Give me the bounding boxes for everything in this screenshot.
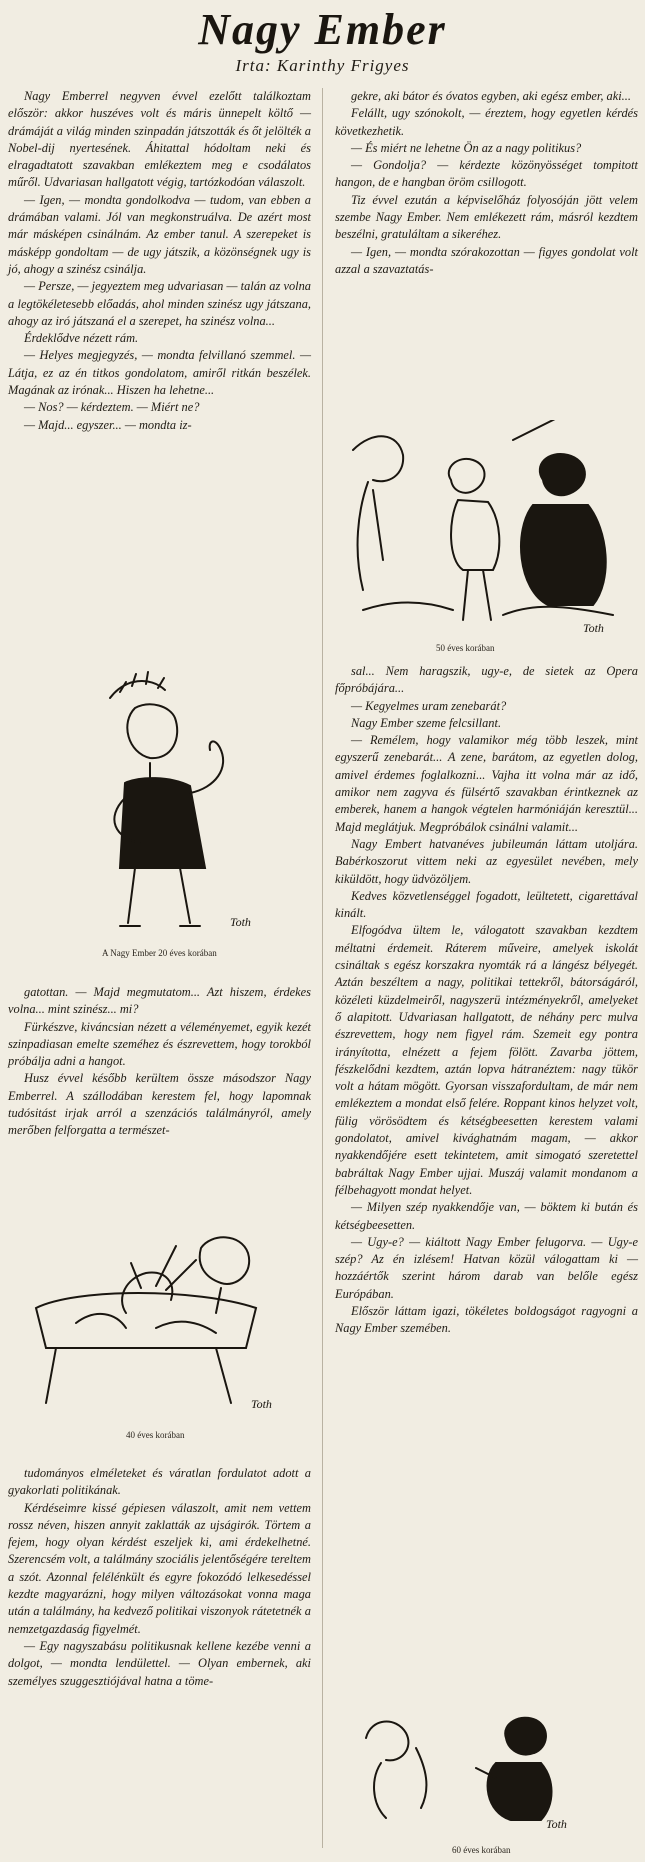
paragraph: tudományos elméleteket és váratlan fordulatot adott a gyakorlati politikának.	[8, 1466, 311, 1498]
column-divider	[322, 88, 323, 1848]
caption-age-60: 60 éves korában	[452, 1845, 511, 1855]
paragraph: — Kegyelmes uram zenebarát?	[351, 698, 507, 713]
artist-signature: Toth	[546, 1817, 567, 1831]
paragraph: Tiz évvel ezután a képviselőház folyosóján jött velem szembe Nagy Ember. Nem emlékezett rám, másról kezdtem beszélni, gratuláltam a sikeréhez.	[335, 192, 638, 242]
column-1-block-a	[8, 88, 311, 434]
paragraph: Kérdéseimre kissé gépiesen válaszolt, amit nem vettem rossz néven, hiszen annyit zaklatták az ujságirók. Törtem a fejem, hogy olyan kérdést eszeljek ki, ami érdekelhetné. Szerencsém volt, a találmány szociális jelentőségére tereltem a szót. Azonnal felélénkült és egyre fokozódó lelkesedéssel kezdte magyarázni, hogy milyen változásokat vonna maga után a találmány, ha kedvező politikai viszonyok rátetetnék a nemzetgazdaság figyelmét.	[8, 1500, 311, 1636]
paragraph: — Majd... egyszer... — mondta iz-	[24, 417, 192, 432]
caricature-drawing	[333, 420, 638, 640]
column-1-block-b	[8, 984, 311, 1140]
paragraph: — Gondolja? — kérdezte közönyösséget tompitott hangon, de e hangban öröm csillogott.	[335, 158, 638, 190]
paragraph: — Milyen szép nyakkendője van, — böktem ki bután és kétségbeesetten.	[335, 1200, 638, 1232]
paragraph: — Nos? — kérdeztem. — Miért ne?	[24, 400, 200, 415]
column-1-block-c	[8, 1465, 311, 1690]
paragraph: — Persze, — jegyeztem meg udvariasan — talán az volna a legtökéletesebb előadás, ahol minden szinész ugy játszana, ahogy az iró játszaná el a szerepet, ha szinész volna...	[8, 279, 311, 328]
paragraph: — És miért ne lehetne Ön az a nagy politikus?	[351, 140, 582, 155]
column-2-block-a	[335, 88, 638, 278]
article-byline: Irta: Karinthy Frigyes	[235, 56, 410, 75]
paragraph: gatottan. — Majd megmutatom... Azt hiszem, érdekes volna... mint szinész... mi?	[8, 985, 311, 1017]
illustration-age-20	[80, 668, 280, 938]
paragraph: Először láttam igazi, tökéletes boldogságot ragyogni a Nagy Ember szemében.	[335, 1303, 638, 1336]
caricature-drawing	[356, 1708, 606, 1838]
caption-age-20: A Nagy Ember 20 éves korában	[102, 948, 217, 958]
paragraph: — Egy nagyszabásu politikusnak kellene kezébe venni a dolgot, — mondta lendülettel. — Olyan embernek, aki személyes szuggesztiójával hatna a töme-	[8, 1638, 311, 1688]
paragraph: Husz évvel később kerültem össze másodszor Nagy Emberrel. A szállodában kerestem fel, hogy lapomnak tudósitást irjak arról a szenzációs találmányról, amely merőben felforgatta a természet-	[8, 1071, 311, 1138]
paragraph: — Ugy-e? — kiáltott Nagy Ember felugorva. — Ugy-e szép? Az én izlésem! Hatvan közül válogattam ki — hozzáértők szerint három darab van belőle egész Európában.	[335, 1234, 638, 1301]
column-2-block-b	[335, 663, 638, 1338]
artist-signature: Toth	[583, 621, 604, 635]
caricature-drawing	[16, 1228, 306, 1428]
paragraph: — Remélem, hogy valamikor még több leszek, mint egyszerű zenebarát... A zene, barátom, az egyetlen dolog, amivel érdemes foglalkozni... Vajha itt volna már az idő, amikor nem zagyva és fülsértő szavakban érintkeznek az emberek, hanem a hangok végtelen harmóniáján keresztül... Majd meglátjuk. Megpróbálok csinálni valamit...	[335, 733, 638, 834]
paragraph: Érdeklődve nézett rám.	[24, 331, 139, 346]
paragraph: Kedves közvetlenséggel fogadott, leültetett, cigarettával kinált.	[335, 888, 638, 921]
paragraph: Felállt, ugy szónokolt, — éreztem, hogy egyetlen kérdés következhetik.	[335, 106, 638, 138]
paragraph: Elfogódva ültem le, válogatott szavakban kezdtem méltatni érdemeit. Ráterem műveire, amelyek iskolát csináltak s egész korszakra nyomták rá a lángész bélyegét. Aztán beszéltem a nagy, politikai tettekről, bátorságáról, közéleti küzdelmeiről, nagyszerü intézményekről, amelyeket ő alapitott. Udvariasan hallgatott, de néhány perc mulva észrevettem, hogy nem figyel rám. Szemeit egy pontra irányította, elnézett a fejem fölött. Zavarba jöttem, fészkelődni kezdtem, aztán lopva hátranéztem: nagy tükör volt a hátam mögött. Gyorsan visszafordultam, de már nem emlékeztem a mondat első felére. Roppant kinos helyzet volt, fülig vörösödtem és kétségbeesetten kerestem valami gondolatot, amivel kivághatnám magam, — akkor nyakkendőjére esett tekintetem, amit simogató szeretettel babráltak Nagy Ember ujjai. Muszáj valamit mondanom a félbehagyott mondat helyet.	[335, 923, 638, 1197]
artist-signature: Toth	[230, 915, 251, 929]
caption-age-40: 40 éves korában	[126, 1430, 185, 1440]
paragraph: sal... Nem haragszik, ugy-e, de sietek az Opera főpróbájára...	[335, 664, 638, 696]
paragraph: — Igen, — mondta szórakozottan — figyes gondolat volt azzal a szavaztatás-	[335, 244, 638, 276]
paragraph: Nagy Embert hatvanéves jubileumán láttam utoljára. Babérkoszorut vittem neki az egyesület nevében, mely kiküldött, hogy üdvözöljem.	[335, 836, 638, 886]
article-title: Nagy Ember	[198, 5, 447, 54]
artist-signature: Toth	[251, 1397, 272, 1411]
paragraph: gekre, aki bátor és óvatos egyben, aki egész ember, aki...	[351, 89, 631, 103]
illustration-age-60	[356, 1708, 606, 1838]
paragraph: Nagy Emberrel negyven évvel ezelőtt találkoztam először: akkor huszéves volt és máris ünnepelt költő — drámáját a világ minden szinpadán játszották és őt jelölték a Nobel-dij nyertesének. Áhitattal hódoltam neki és elragadtatott szavakban emlékeztem meg e csodálatos műről. Udvariasan hallgatott végig, tartózkodóan válaszolt.	[8, 89, 311, 190]
paragraph: Nagy Ember szeme felcsillant.	[351, 715, 502, 730]
illustration-age-40	[16, 1228, 306, 1428]
paragraph: — Helyes megjegyzés, — mondta felvillanó szemmel. — Látja, ez az én titkos gondolatom, amiről ritkán beszélek. Magának az irónak... Hiszen ha lehetne...	[8, 348, 311, 398]
caricature-drawing	[80, 668, 280, 938]
illustration-age-50	[333, 420, 638, 640]
paragraph: Fürkészve, kiváncsian nézett a véleményemet, egyik kezét szinpadiasan emelte szeméhez és észrevettem, hogy torokból próbálja adni a hangot.	[8, 1019, 311, 1069]
paragraph: — Igen, — mondta gondolkodva — tudom, van ebben a drámában valami. Jól van megkonstruálva. De azért most már másképen csinálnám. Az ember tanul. A szerepeket is másképp gondoltam — de ugy játszik, a közönségnek ugy is jó, ahogy a szinész csinálja.	[8, 192, 311, 276]
caption-age-50: 50 éves korában	[436, 643, 495, 653]
